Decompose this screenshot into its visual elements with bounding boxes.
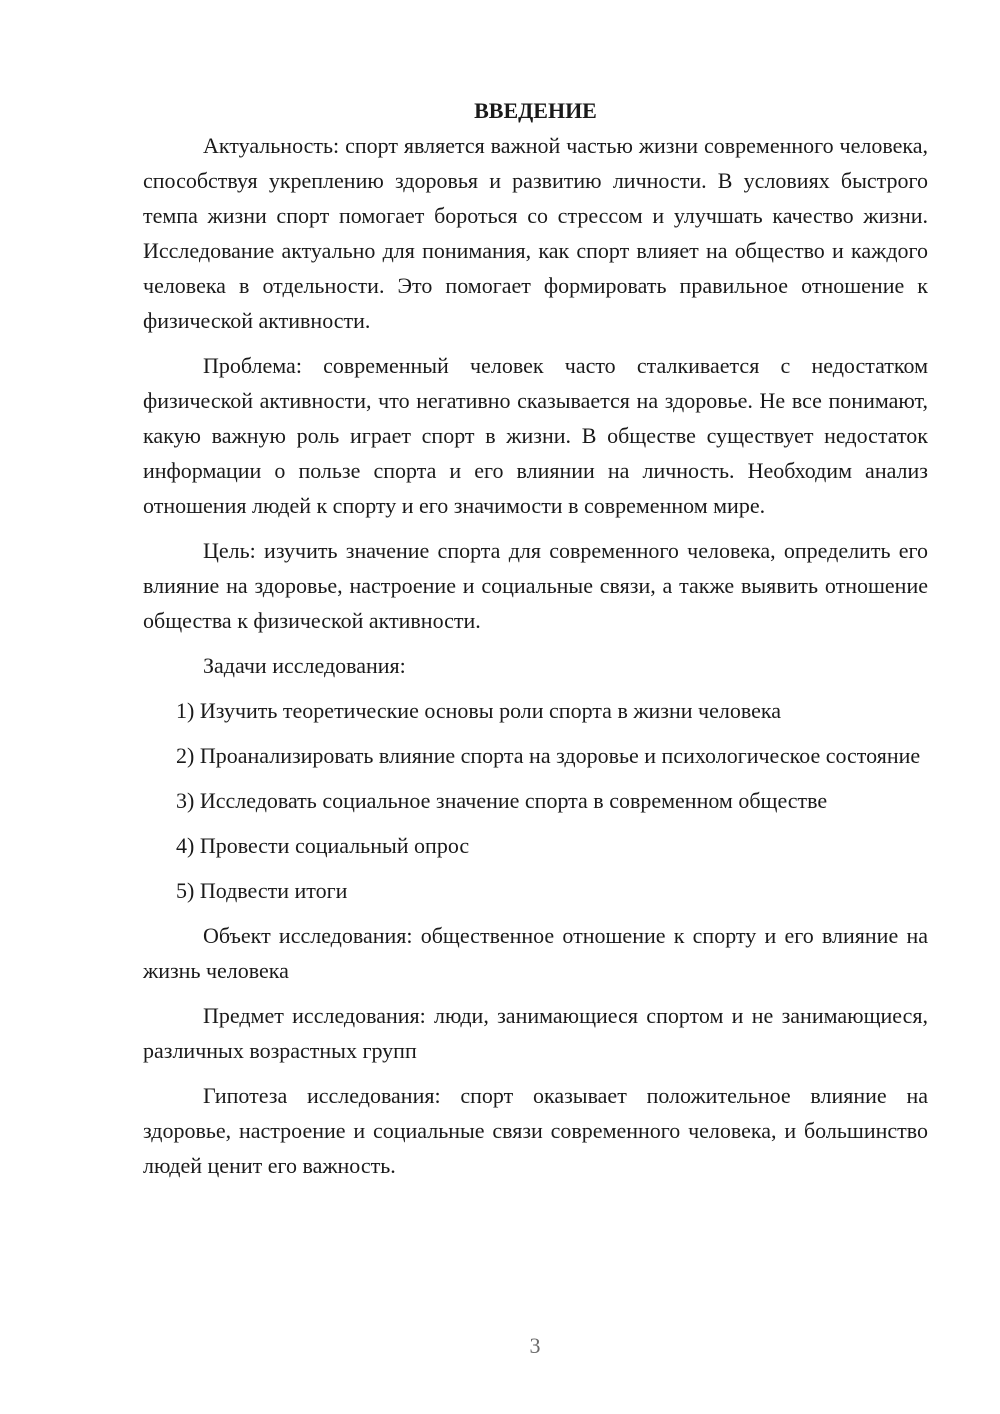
section-title: ВВЕДЕНИЕ bbox=[474, 98, 597, 123]
paragraph-tasks-heading: Задачи исследования: bbox=[203, 653, 406, 678]
task-item: 4) Провести социальный опрос bbox=[176, 833, 470, 858]
paragraph-object: Объект исследования: общественное отношение к спорту и его влияние на жизнь человека bbox=[143, 923, 928, 983]
page-number: 3 bbox=[529, 1333, 541, 1358]
paragraph-relevance: Актуальность: спорт является важной частью жизни современного человека, способствуя укреплению здоровья и развитию личности. В условиях быстрого темпа жизни спорт помогает бороться со стрессом и улучшать качество жизни. Исследование актуально для понимания, как спорт влияет на общество и каждого человека в отдельности. Это помогает формировать правильное отношение к физической активности. bbox=[143, 133, 928, 333]
paragraph-hypothesis: Гипотеза исследования: спорт оказывает положительное влияние на здоровье, настроение и социальные связи современного человека, и большинство людей ценит его важность. bbox=[143, 1083, 928, 1178]
document-page bbox=[143, 95, 928, 1193]
paragraph-goal: Цель: изучить значение спорта для современного человека, определить его влияние на здоровье, настроение и социальные связи, а также выявить отношение общества к физической активности. bbox=[143, 538, 928, 633]
task-item: 1) Изучить теоретические основы роли спорта в жизни человека bbox=[176, 698, 781, 723]
task-item: 3) Исследовать социальное значение спорта в современном обществе bbox=[176, 788, 828, 813]
task-item: 2) Проанализировать влияние спорта на здоровье и психологическое состояние bbox=[176, 743, 921, 768]
paragraph-problem: Проблема: современный человек часто сталкивается с недостатком физической активности, что негативно сказывается на здоровье. Не все понимают, какую важную роль играет спорт в жизни. В обществе существует недостаток информации о пользе спорта и его влиянии на личность. Необходим анализ отношения людей к спорту и его значимости в современном мире. bbox=[143, 353, 928, 518]
task-item: 5) Подвести итоги bbox=[176, 878, 348, 903]
paragraph-subject: Предмет исследования: люди, занимающиеся спортом и не занимающиеся, различных возрастных групп bbox=[143, 1003, 928, 1063]
